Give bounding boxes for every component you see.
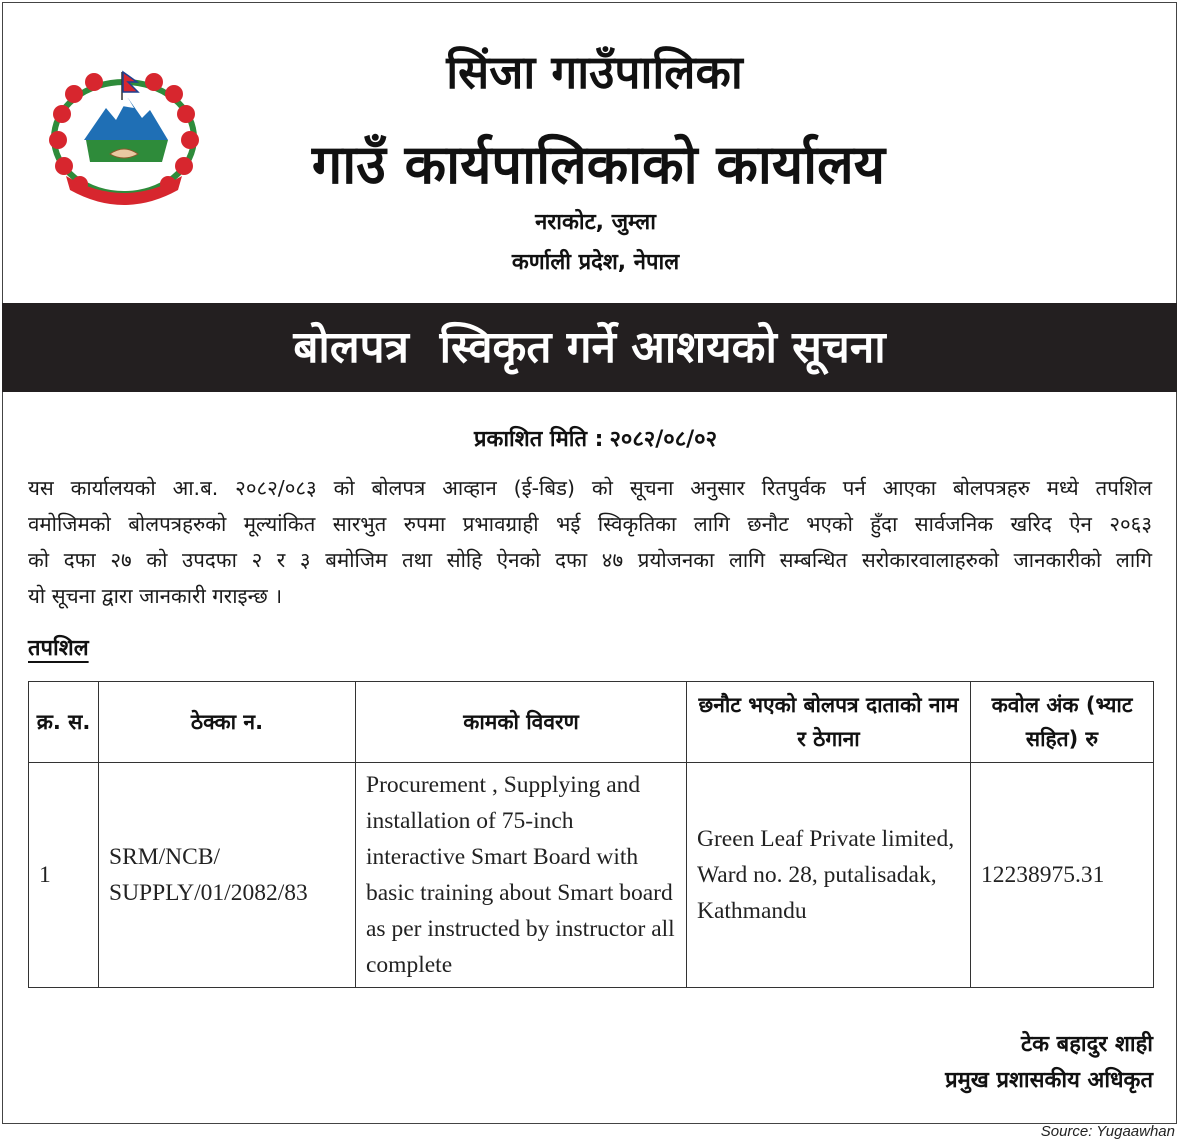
org-name: सिंजा गाउँपालिका	[446, 45, 743, 99]
notice-title-banner: बोलपत्र स्विकृत गर्ने आशयको सूचना	[2, 303, 1177, 392]
notice-body	[28, 470, 1152, 614]
signatory-name: टेक बहादुर शाही	[1021, 1032, 1153, 1057]
cell-work-description: Procurement , Supplying and installation of 75-inch interactive Smart Board with basic training about Smart board as per instructed by instructor all complete	[356, 763, 687, 988]
cell-bidder: Green Leaf Private limited, Ward no. 28, putalisadak, Kathmandu	[687, 763, 971, 988]
header-contract-no: ठेक्का न.	[99, 682, 356, 763]
office-name: गाउँ कार्यपालिकाको कार्यालय	[311, 133, 886, 196]
header-work-description: कामको विवरण	[356, 682, 687, 763]
table-header-row	[29, 682, 1154, 763]
publish-date	[0, 423, 1181, 453]
publish-date-value: २०८२/०८/०२	[609, 427, 718, 452]
cell-contract-no: SRM/NCB/ SUPPLY/01/2082/83	[99, 763, 356, 988]
publish-date-label: प्रकाशित मिति :	[473, 427, 604, 452]
notice-body-line: वमोजिमको बोलपत्रहरुको मूल्यांकित सारभुत रुपमा प्रभावग्राही भई स्विकृतिका लागि छनौट भएको हुँदा सार्वजनिक खरिद ऐन २०६३	[28, 512, 1152, 536]
notice-body-line: यस कार्यालयको आ.ब. २०८२/०८३ को बोलपत्र आव्हान (ई-बिड) को सूचना अनुसार रितपुर्वक पर्न आएका बोलपत्रहरु मध्ये तपशिल	[28, 476, 1152, 500]
cell-amount: 12238975.31	[971, 763, 1154, 988]
address-line-1: नराकोट, जुम्ला	[535, 210, 656, 235]
address-line-2: कर्णाली प्रदेश, नेपाल	[511, 250, 680, 275]
details-heading: तपशिल	[28, 636, 89, 661]
table-row	[29, 763, 1154, 988]
header-serial: क्र. स.	[29, 682, 99, 763]
source-credit: Source: Yugaawhan	[1040, 1123, 1175, 1140]
header-amount: कवोल अंक (भ्याट सहित) रु	[971, 682, 1154, 763]
signatory-title: प्रमुख प्रशासकीय अधिकृत	[945, 1068, 1153, 1093]
notice-body-line: को दफा २७ को उपदफा २ र ३ बमोजिम तथा सोहि ऐनको दफा ४७ प्रयोजनका लागि सम्बन्धित सरोकारवालाहरुको जानकारीको लागि	[28, 548, 1152, 572]
notice-body-line: यो सूचना द्वारा जानकारी गराइन्छ ।	[28, 584, 283, 608]
header-bidder: छनौट भएको बोलपत्र दाताको नाम र ठेगाना	[687, 682, 971, 763]
cell-serial: 1	[29, 763, 99, 988]
selected-bids-table	[28, 681, 1154, 988]
